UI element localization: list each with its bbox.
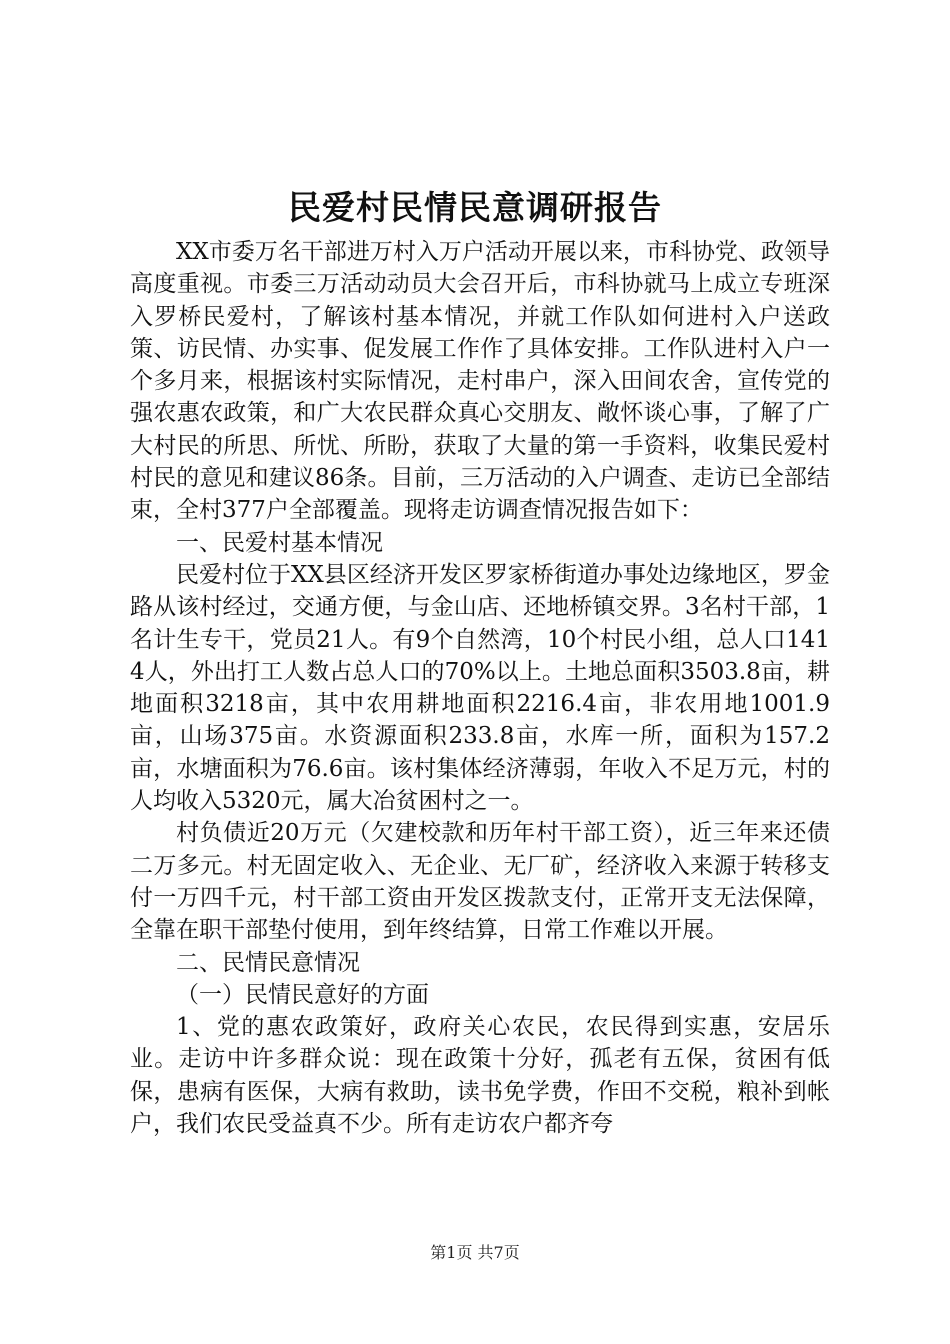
document-title: 民爱村民情民意调研报告: [288, 188, 662, 227]
section-heading-public-opinion: 二、民情民意情况: [176, 949, 360, 976]
paragraph-debt: 村负债近20万元（欠建校款和历年村干部工资），近三年来还债二万多元。村无固定收入、无企业、无厂矿，经济收入来源于转移支付一万四千元，村干部工资由开发区拨款支付，正常开支无法保障，全靠在职干部垫付使用，到年终结算，日常工作难以开展。: [130, 820, 830, 944]
paragraph-policy: 1、党的惠农政策好，政府关心农民，农民得到实惠，安居乐业。走访中许多群众说：现在政策十分好，孤老有五保，贫困有低保，患病有医保，大病有救助，读书免学费，作田不交税，粮补到帐户，我们农民受益真不少。所有走访农户都齐夸: [130, 1014, 830, 1138]
page-number: 第1页 共7页: [430, 1243, 520, 1262]
document-body: [130, 236, 830, 1140]
section-heading-basic-info: 一、民爱村基本情况: [176, 529, 383, 556]
subsection-heading-positive: （一）民情民意好的方面: [176, 981, 429, 1008]
paragraph-basic-info: 民爱村位于XX县区经济开发区罗家桥街道办事处边缘地区，罗金路从该村经过，交通方便，与金山店、还地桥镇交界。3名村干部，1名计生专干，党员21人。有9个自然湾，10个村民小组，总人口1414人，外出打工人数占总人口的70%以上。土地总面积3503.8亩，耕地面积3218亩，其中农用耕地面积2216.4亩，非农用地1001.9亩，山场375亩。水资源面积233.8亩，水库一所，面积为157.2亩，水塘面积为76.6亩。该村集体经济薄弱，年收入不足万元，村的人均收入5320元，属大冶贫困村之一。: [130, 561, 830, 815]
paragraph-intro: XX市委万名干部进万村入万户活动开展以来，市科协党、政领导高度重视。市委三万活动动员大会召开后，市科协就马上成立专班深入罗桥民爱村，了解该村基本情况，并就工作队如何进村入户送政策、访民情、办实事、促发展工作作了具体安排。工作队进村入户一个多月来，根据该村实际情况，走村串户，深入田间农舍，宣传党的强农惠农政策，和广大农民群众真心交朋友、敞怀谈心事，了解了广大村民的所思、所忧、所盼，获取了大量的第一手资料，收集民爱村村民的意见和建议86条。目前，三万活动的入户调查、走访已全部结束，全村377户全部覆盖。现将走访调查情况报告如下：: [130, 239, 830, 524]
